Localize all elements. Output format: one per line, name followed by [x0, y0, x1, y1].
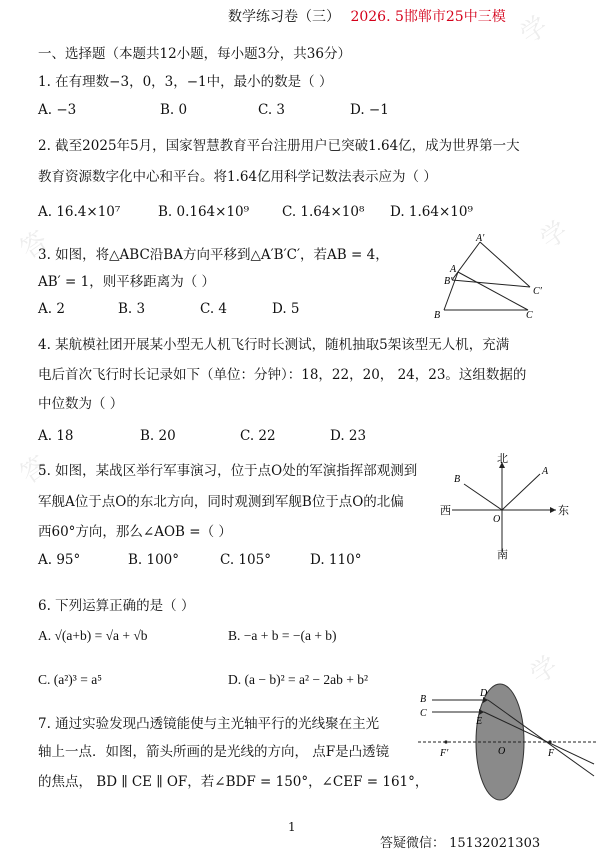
ray-c-label: C: [420, 708, 427, 719]
q6-option-b: B. −a + b = −(a + b): [228, 628, 337, 643]
exam-title: 数学练习卷（三）: [228, 9, 340, 25]
question-5-line3: 西60°方向，那么∠AOB =（ ）: [38, 524, 232, 540]
q5-option-d: D. 110°: [310, 552, 362, 568]
q3-option-a: A. 2: [38, 301, 65, 317]
q1-option-d: D. −1: [350, 102, 389, 118]
q1-option-b: B. 0: [160, 102, 188, 118]
question-4-line3: 中位数为（ ）: [38, 396, 124, 412]
question-4-line2: 电后首次飞行时长记录如下（单位：分钟）：18，22，20， 24，23。这组数据的: [38, 367, 527, 383]
west-label: 西: [440, 505, 451, 517]
q7-lens-figure: [418, 680, 598, 802]
q3-option-b: B. 3: [118, 301, 146, 317]
q1-option-c: C. 3: [258, 102, 286, 118]
question-7-line3: 的焦点， BD ∥ CE ∥ OF，若∠BDF = 150°，∠CEF = 161°，: [38, 774, 429, 790]
question-6-stem: 6. 下列运算正确的是（ ）: [38, 598, 195, 614]
question-7-line1: 7. 通过实验发现凸透镜能使与主光轴平行的光线聚在主光: [38, 716, 380, 732]
point-label: B: [434, 310, 441, 320]
point-label: C′: [533, 286, 542, 297]
center-o-label: O: [498, 746, 506, 757]
ship-b-label: B: [454, 474, 461, 485]
section-heading: 一、选择题（本题共12小题，每小题3分，共36分）: [38, 46, 351, 62]
question-5-line2: 军舰A位于点O的东北方向，同时观测到军舰B位于点O的北偏: [38, 494, 404, 510]
question-5-line1: 5. 如图，某战区举行军事演习，位于点O处的军演指挥部观测到: [38, 463, 418, 479]
north-label: 北: [497, 453, 508, 465]
watermark: 答: [15, 225, 54, 266]
question-2-line2: 教育资源数字化中心和平台。将1.64亿用科学记数法表示应为（ ）: [38, 169, 437, 185]
point-e-label: E: [476, 716, 483, 727]
q4-option-b: B. 20: [140, 428, 176, 444]
q3-translation-figure: [430, 232, 560, 320]
question-2-line1: 2. 截至2025年5月，国家智慧教育平台注册用户已突破1.64亿，成为世界第一大: [38, 138, 520, 154]
page-header: [228, 6, 506, 26]
focus-f-prime-label: F′: [440, 748, 449, 759]
point-label: A′: [476, 233, 485, 244]
question-1-stem: 1. 在有理数−3，0，3，−1中，最小的数是（ ）: [38, 74, 333, 90]
q6-option-c: C. (a²)³ = a⁵: [38, 672, 102, 687]
ray-b-label: B: [420, 694, 427, 705]
focus-f-label: F: [548, 748, 555, 759]
q5-option-c: C. 105°: [220, 552, 271, 568]
q4-option-d: D. 23: [330, 428, 367, 444]
q2-option-c: C. 1.64×10⁸: [282, 204, 365, 220]
east-label: 东: [558, 505, 569, 517]
point-d-label: D: [480, 688, 488, 699]
watermark: 答: [15, 450, 54, 491]
q3-option-c: C. 4: [200, 301, 228, 317]
watermark: 学: [515, 10, 554, 51]
watermark: 学: [535, 215, 574, 256]
page-number: 1: [288, 820, 296, 834]
question-3-line1: 3. 如图，将△ABC沿BA方向平移到△A′B′C′，若AB = 4，: [38, 247, 389, 263]
q4-option-a: A. 18: [38, 428, 74, 444]
watermark: 学: [525, 650, 564, 691]
question-7-line2: 轴上一点．如图，箭头所画的是光线的方向， 点F是凸透镜: [38, 744, 390, 760]
q6-option-a: A. √(a+b) = √a + √b: [38, 628, 148, 643]
ship-a-label: A: [542, 466, 549, 477]
question-4-line1: 4. 某航模社团开展某小型无人机飞行时长测试，随机抽取5架该型无人机，充满: [38, 337, 510, 353]
origin-label: O: [493, 514, 501, 525]
q1-option-a: A. −3: [38, 102, 77, 118]
q5-option-b: B. 100°: [128, 552, 180, 568]
point-label: A: [450, 264, 457, 275]
question-3-line2: AB′ = 1，则平移距离为（ ）: [38, 274, 216, 290]
contact-line: 答疑微信： 15132021303: [380, 836, 541, 851]
q4-option-c: C. 22: [240, 428, 276, 444]
q5-direction-figure: [440, 452, 570, 560]
q3-option-d: D. 5: [272, 301, 300, 317]
point-label: B′: [444, 276, 453, 287]
q2-option-d: D. 1.64×10⁹: [390, 204, 473, 220]
point-label: C: [526, 310, 533, 320]
q6-option-d: D. (a − b)² = a² − 2ab + b²: [228, 672, 369, 687]
south-label: 南: [497, 549, 508, 560]
q2-option-b: B. 0.164×10⁹: [158, 204, 250, 220]
q5-option-a: A. 95°: [38, 552, 81, 568]
exam-source-note: 2026. 5邯郸市25中三模: [350, 9, 506, 25]
q2-option-a: A. 16.4×10⁷: [38, 204, 121, 220]
